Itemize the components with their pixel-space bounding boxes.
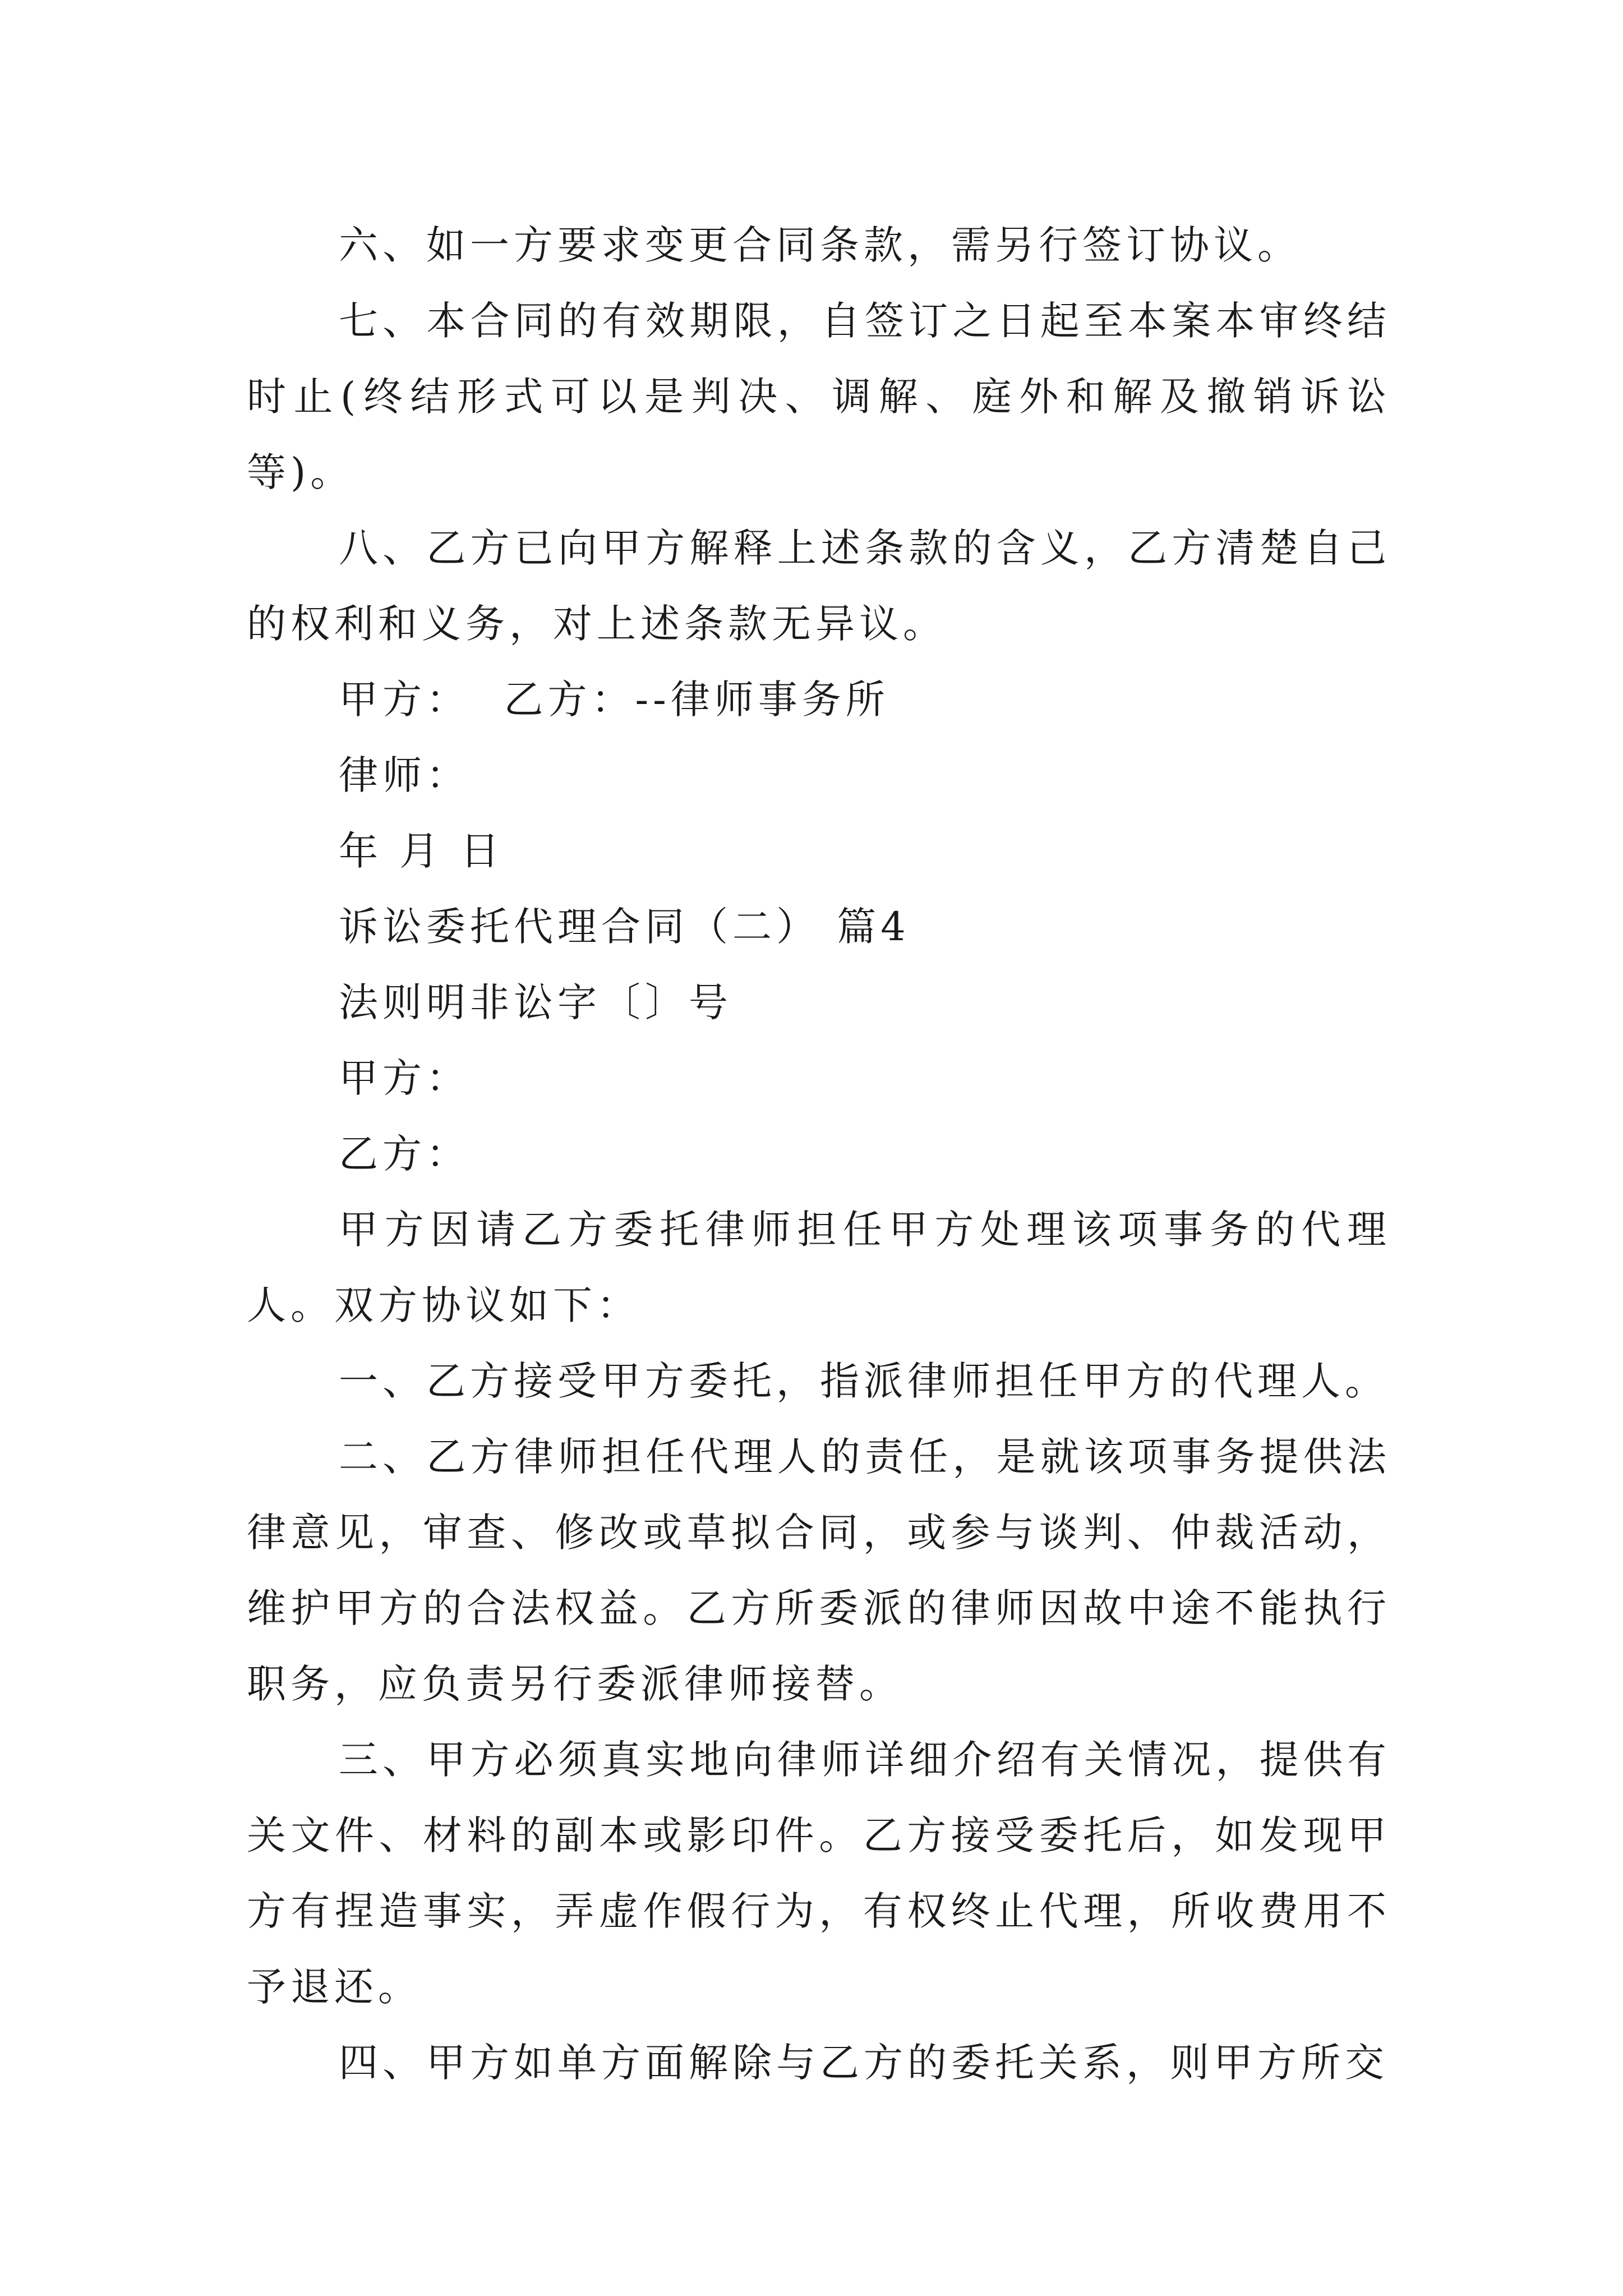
paragraph-clause-3: 三、甲方必须真实地向律师详细介绍有关情况，提供有关文件、材料的副本或影印件。乙方接受委托后，如发现甲方有捏造事实，弄虚作假行为，有权终止代理，所收费用不予退还。 xyxy=(247,1737,1391,2010)
signature-date-line: 年 月 日 xyxy=(339,828,504,874)
party-b-field: 乙方： xyxy=(339,1131,470,1177)
paragraph-preamble: 甲方因请乙方委托律师担任甲方处理该项事务的代理人。双方协议如下： xyxy=(247,1207,1391,1328)
signature-parties-line: 甲方： 乙方：--律师事务所 xyxy=(339,677,889,723)
party-a-field: 甲方： xyxy=(339,1055,470,1101)
paragraph-clause-4: 四、甲方如单方面解除与乙方的委托关系，则甲方所交 xyxy=(339,2040,1389,2086)
document-number: 法则明非讼字〔〕号 xyxy=(339,979,732,1025)
document-body xyxy=(247,208,1391,2101)
paragraph-clause-1: 一、乙方接受甲方委托，指派律师担任甲方的代理人。 xyxy=(339,1358,1389,1404)
paragraph-clause-6: 六、如一方要求变更合同条款，需另行签订协议。 xyxy=(339,222,1301,268)
paragraph-clause-2: 二、乙方律师担任代理人的责任，是就该项事务提供法律意见，审查、修改或草拟合同，或参与谈判、仲裁活动，维护甲方的合法权益。乙方所委派的律师因故中途不能执行职务，应负责另行委派律师接替。 xyxy=(247,1434,1391,1707)
paragraph-clause-8: 八、乙方已向甲方解释上述条款的含义，乙方清楚自己的权利和义务，对上述条款无异议。 xyxy=(247,525,1391,647)
paragraph-clause-7: 七、本合同的有效期限，自签订之日起至本案本审终结时止(终结形式可以是判决、调解、庭外和解及撤销诉讼等)。 xyxy=(247,298,1391,495)
signature-lawyer-line: 律师： xyxy=(339,752,470,798)
section-title: 诉讼委托代理合同（二） 篇4 xyxy=(339,904,910,950)
